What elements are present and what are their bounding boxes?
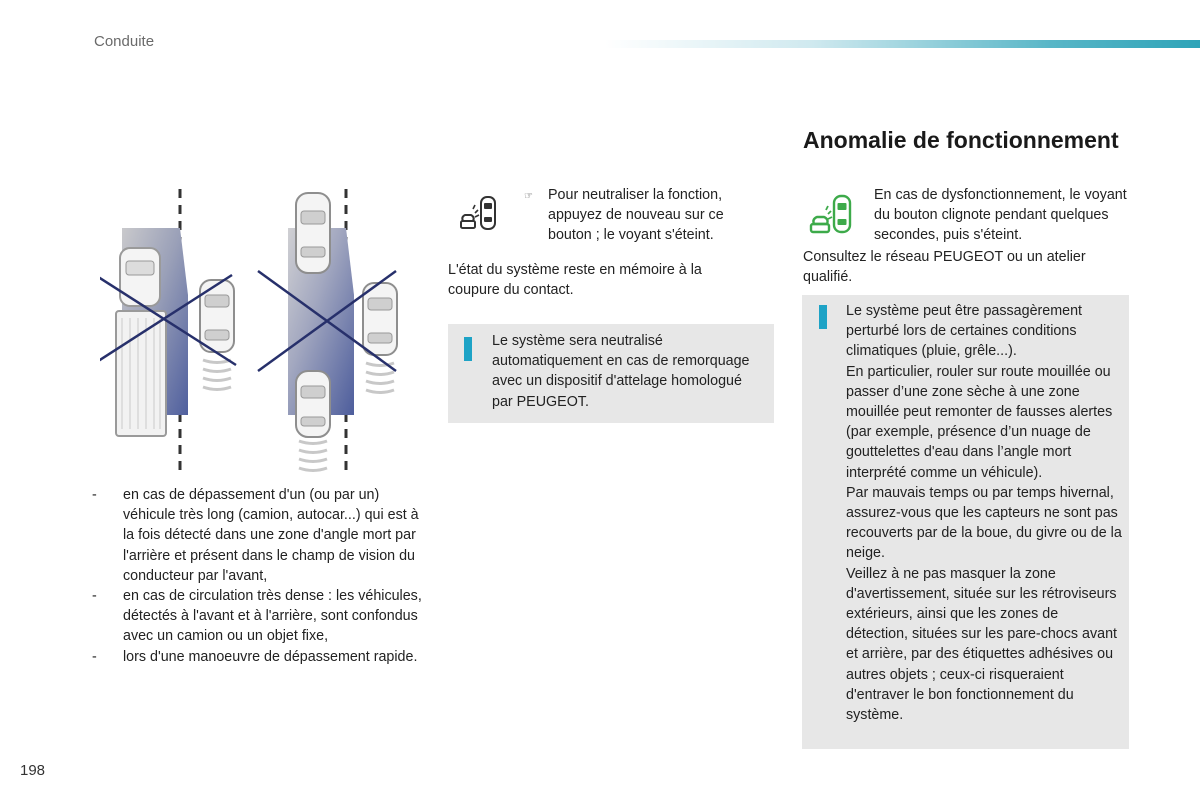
deactivation-text: Pour neutraliser la fonction, appuyez de nouveau sur ce bouton ; le voyant s'éteint. (548, 187, 724, 244)
section-label: Conduite (94, 33, 155, 50)
limitations-list (92, 485, 427, 667)
towing-info-text: Le système sera neutralisé automatiquement en cas de remorquage avec un dispositif d'attelage homologué par PEUGEOT. (492, 333, 750, 410)
info-paragraph: Le système peut être passagèrement perturbé lors de certaines conditions climatiques (pluie, grêle...). (846, 303, 1083, 360)
list-item (92, 586, 427, 647)
list-item-text: lors d'une manoeuvre de dépassement rapide. (123, 648, 418, 665)
info-icon (819, 305, 827, 329)
info-paragraph: En particulier, rouler sur route mouillée ou passer d’une zone sèche à une zone mouillée peut remonter de fausses alertes (par exemple, présence d’un nuage de gouttelettes d'eau dans l’angle mort interprété comme un véhicule). (846, 363, 1113, 481)
page-number: 198 (20, 762, 46, 779)
weather-info-box (802, 295, 1129, 749)
weather-info-text (846, 301, 1124, 725)
towing-info-box (448, 324, 774, 423)
blind-spot-warning-icon (806, 192, 858, 240)
list-item (92, 647, 427, 667)
car-front-lane (296, 193, 330, 273)
header-accent-bar (605, 40, 1200, 48)
info-paragraph: Par mauvais temps ou par temps hivernal, assurez-vous que les capteurs ne sont pas recouverts par de la boue, du givre ou de la neige. (846, 484, 1122, 562)
list-item (92, 485, 427, 586)
car-right-side (363, 283, 397, 355)
info-paragraph: Veillez à ne pas masquer la zone d'avertissement, située sur les rétroviseurs extérieurs, ainsi que les zones de détection, situées sur les pare-chocs avant et arrière, par des étiquettes adhésives ou autres objets ; ceux-ci risqueraient d'entraver le bon fonctionnement du système. (846, 565, 1117, 724)
malfunction-text: En cas de dysfonctionnement, le voyant du bouton clignote pendant quelques secondes, puis s'éteint. (874, 187, 1127, 244)
memory-note: L'état du système reste en mémoire à la coupure du contact. (448, 262, 702, 299)
info-icon (464, 337, 472, 361)
blind-spot-diagram (100, 183, 420, 475)
list-item-text: en cas de dépassement d'un (ou par un) véhicule très long (camion, autocar...) qui est à la fois détecté dans une zone d'angle mort par l'arrière et présent dans le champ de vision du conducteur par l'avant, (123, 487, 419, 584)
pointing-hand-icon: ☞ (524, 191, 533, 202)
truck-illustration (116, 248, 166, 436)
sensor-waves-left (203, 360, 231, 390)
consult-text: Consultez le réseau PEUGEOT ou un atelier qualifié. (803, 249, 1086, 286)
car-left-side (200, 280, 234, 352)
list-item-text: en cas de circulation très dense : les véhicules, détectés à l'avant et à l'arrière, sont confondus avec un camion ou un objet fixe, (123, 588, 422, 645)
bullet-dash: - (92, 648, 97, 665)
blind-spot-button-icon (455, 193, 501, 235)
bullet-dash: - (92, 487, 97, 503)
bullet-dash: - (92, 588, 97, 605)
section-title: Anomalie de fonctionnement (803, 127, 1119, 153)
car-rear-lane (296, 371, 330, 437)
